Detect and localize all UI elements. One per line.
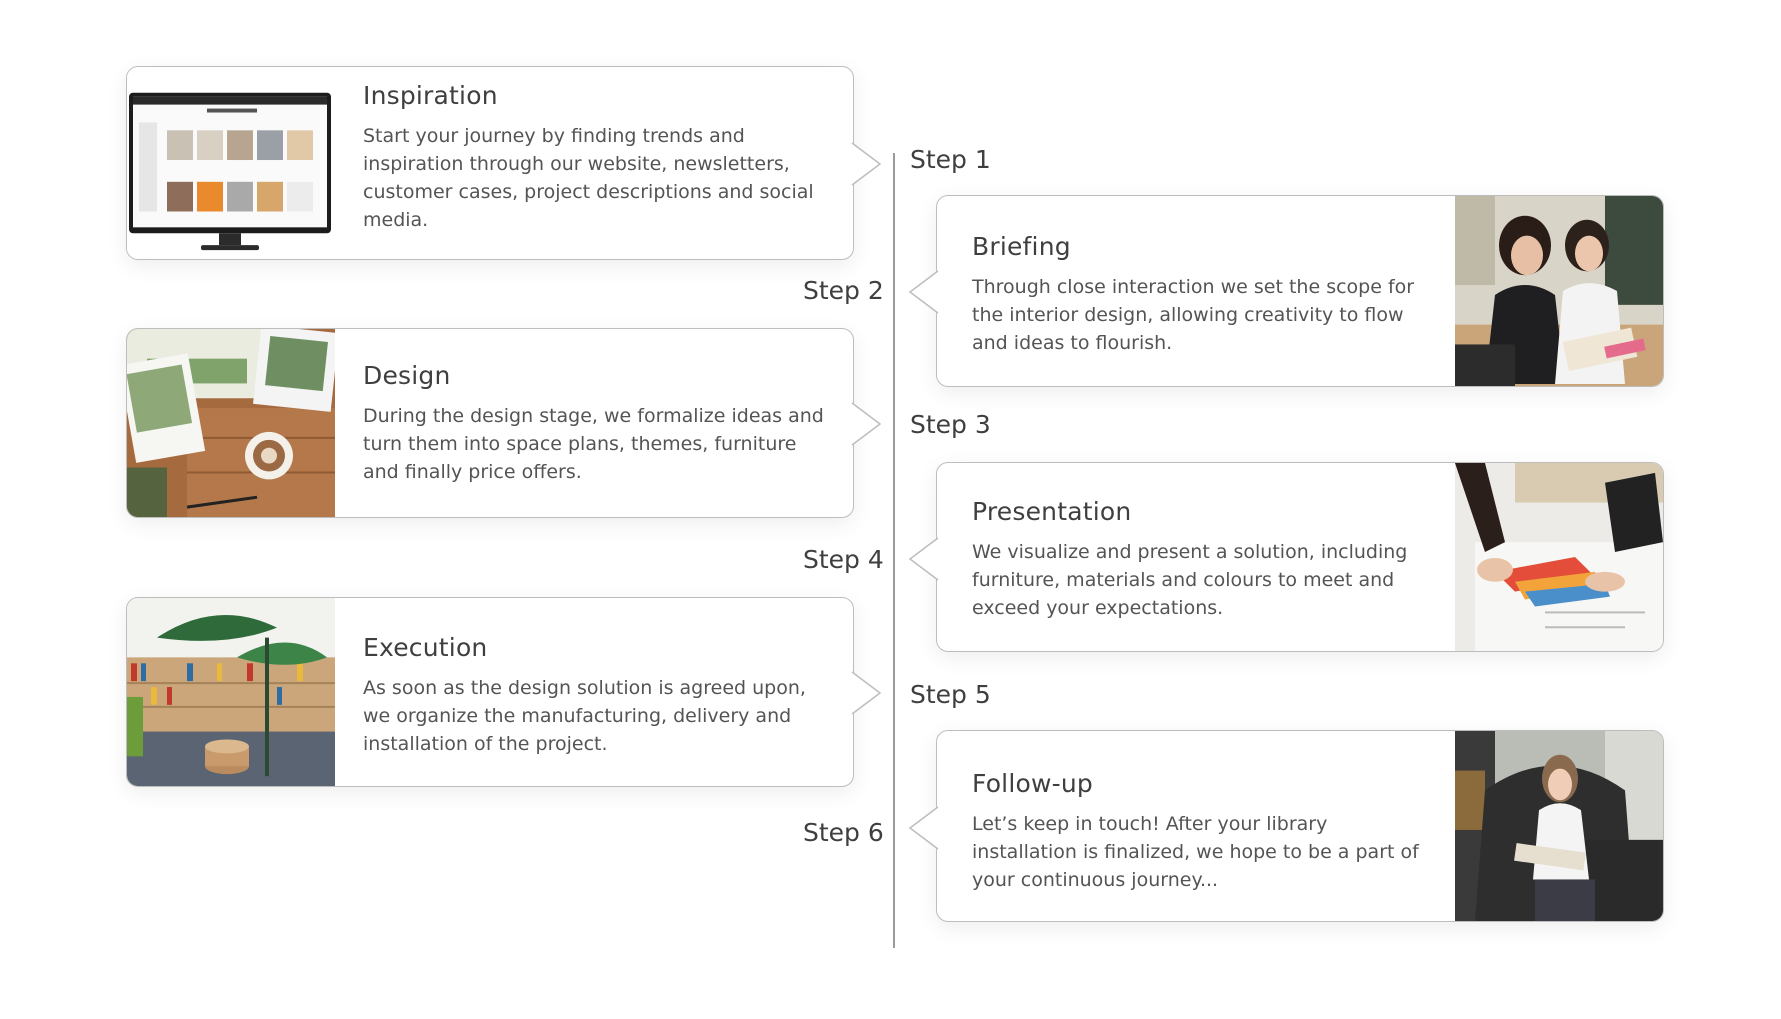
pointer-notch: [908, 807, 938, 849]
pointer-notch: [908, 271, 938, 313]
timeline-line: [893, 153, 895, 948]
step-description: During the design stage, we formalize ideas and turn them into space plans, themes, furniture and finally price offers.: [363, 405, 824, 483]
step-title: Presentation: [972, 497, 1132, 526]
step-card-design: [126, 328, 854, 518]
pointer-notch: [852, 143, 882, 185]
step-title: Execution: [363, 633, 488, 662]
step-label-4: Step 4: [803, 545, 884, 574]
library-interior-photo: [127, 598, 335, 786]
step-title: Follow-up: [972, 769, 1093, 798]
step-description: We visualize and present a solution, including furniture, materials and colours to meet and exceed your expectations.: [972, 541, 1408, 619]
step-title: Design: [363, 361, 451, 390]
pointer-notch: [908, 538, 938, 580]
step-label-5: Step 5: [910, 680, 991, 709]
pointer-notch: [852, 403, 882, 445]
step-label-3: Step 3: [910, 410, 991, 439]
step-title: Inspiration: [363, 81, 498, 110]
step-description: Let’s keep in touch! After your library installation is finalized, we hope to be a part of your continuous journey...: [972, 813, 1419, 891]
step-title: Briefing: [972, 232, 1071, 261]
step-card-inspiration: [126, 66, 854, 260]
step-label-6: Step 6: [803, 818, 884, 847]
website-monitor-image: [127, 67, 335, 259]
step-label-2: Step 2: [803, 276, 884, 305]
reader-photo: [1455, 731, 1663, 921]
step-description: Through close interaction we set the scope for the interior design, allowing creativity to flow and ideas to flourish.: [972, 276, 1415, 354]
step-card-briefing: [936, 195, 1664, 387]
step-description: As soon as the design solution is agreed upon, we organize the manufacturing, delivery and installation of the project.: [363, 677, 806, 755]
step-card-follow-up: [936, 730, 1664, 922]
color-samples-photo: [1455, 463, 1663, 651]
step-card-execution: [126, 597, 854, 787]
step-card-presentation: [936, 462, 1664, 652]
step-description: Start your journey by finding trends and inspiration through our website, newsletters, customer cases, project descriptions and social media.: [363, 125, 814, 231]
design-collage-photo: [127, 329, 335, 517]
meeting-photo: [1455, 196, 1663, 386]
pointer-notch: [852, 672, 882, 714]
step-label-1: Step 1: [910, 145, 991, 174]
